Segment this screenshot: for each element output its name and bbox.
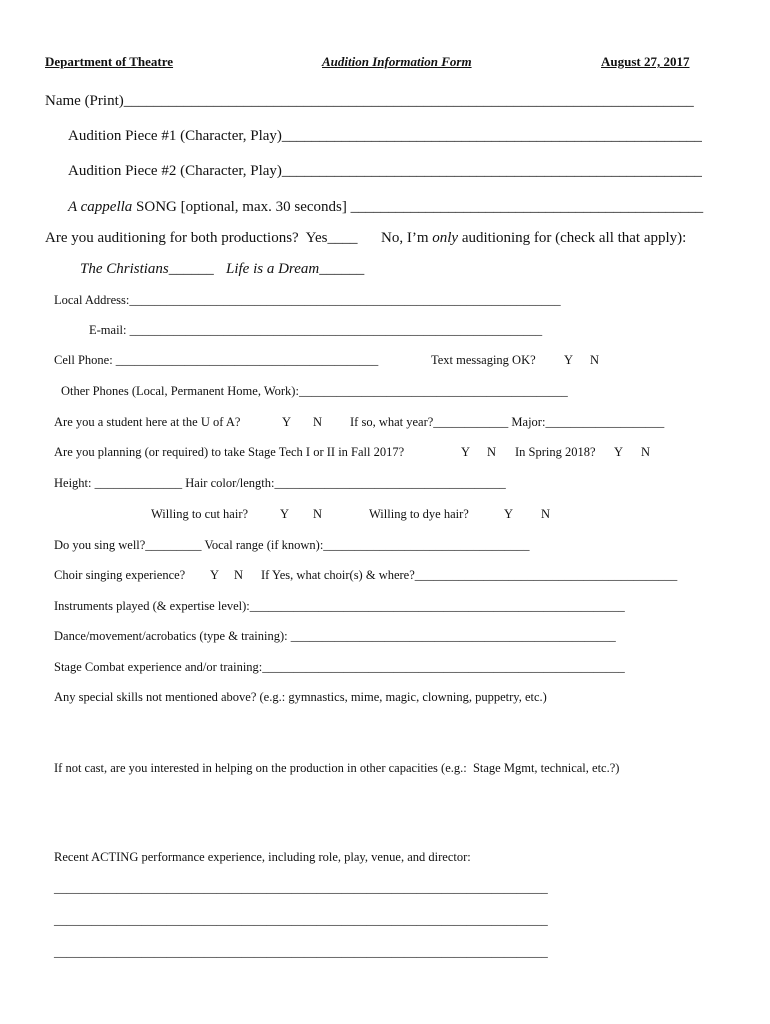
production-life-is-a-dream[interactable] xyxy=(226,262,364,277)
stage-tech-row xyxy=(0,446,770,464)
only-auditioning-label xyxy=(381,231,686,246)
stage-tech-question: Are you planning (or required) to take Stage Tech I or II in Fall 2017? xyxy=(54,445,405,459)
production-the-christians-label: The Christians xyxy=(80,261,169,277)
choir-row xyxy=(0,569,770,587)
cut-hair-yes[interactable]: Y xyxy=(280,507,290,521)
only-emphasis: only xyxy=(432,230,459,246)
acting-experience-line[interactable]: _______________________________________________________________________________ xyxy=(54,881,548,895)
production-life-is-a-dream-blank: ______ xyxy=(319,261,365,277)
stage-tech-yes[interactable]: Y xyxy=(461,445,471,459)
hair-willingness-row xyxy=(0,508,770,526)
cut-hair-no[interactable]: N xyxy=(313,507,323,521)
other-phones-field[interactable]: Other Phones (Local, Permanent Home, Work):___________________________________________ xyxy=(61,384,568,398)
song-field[interactable] xyxy=(68,200,703,215)
audition-piece-2-field[interactable]: Audition Piece #2 (Character, Play)________________________________________________________ xyxy=(68,163,702,179)
choir-yes[interactable]: Y xyxy=(210,568,220,582)
song-field-label: SONG [optional, max. 30 seconds] _______________________________________________ xyxy=(132,199,704,215)
dye-hair-yes[interactable]: Y xyxy=(504,507,514,521)
audition-piece-1-field[interactable]: Audition Piece #1 (Character, Play)________________________________________________________ xyxy=(68,128,702,144)
only-pre: No, I’m xyxy=(381,230,433,246)
student-question: Are you a student here at the U of A? xyxy=(54,415,241,429)
spring-no[interactable]: N xyxy=(641,445,651,459)
dye-hair-question: Willing to dye hair? xyxy=(369,507,469,521)
year-major-field[interactable]: If so, what year?____________ Major:___________________ xyxy=(350,415,665,429)
choir-question: Choir singing experience? xyxy=(54,568,186,582)
cut-hair-question: Willing to cut hair? xyxy=(151,507,249,521)
department-name: Department of Theatre xyxy=(45,54,174,69)
stage-combat-field[interactable]: Stage Combat experience and/or training:__________________________________________________________ xyxy=(54,660,625,674)
cell-phone-field[interactable]: Cell Phone: __________________________________________ xyxy=(54,353,379,367)
acting-experience-line[interactable]: _______________________________________________________________________________ xyxy=(54,913,548,927)
local-address-field[interactable]: Local Address:_____________________________________________________________________ xyxy=(54,293,561,307)
student-yes[interactable]: Y xyxy=(282,415,292,429)
production-the-christians[interactable] xyxy=(80,262,214,277)
dance-field[interactable]: Dance/movement/acrobatics (type & training): ____________________________________________________ xyxy=(54,629,616,643)
text-messaging-question: Text messaging OK? xyxy=(431,353,536,367)
only-post: auditioning for (check all that apply): xyxy=(458,230,687,246)
choir-where-field[interactable]: If Yes, what choir(s) & where?__________________________________________ xyxy=(261,568,678,582)
production-the-christians-blank: ______ xyxy=(168,261,214,277)
student-no[interactable]: N xyxy=(313,415,323,429)
height-hair-field[interactable]: Height: ______________ Hair color/length:_____________________________________ xyxy=(54,476,506,490)
dye-hair-no[interactable]: N xyxy=(541,507,551,521)
acting-experience-line[interactable]: _______________________________________________________________________________ xyxy=(54,945,548,959)
cell-phone-row xyxy=(0,354,770,372)
form-date: August 27, 2017 xyxy=(601,54,690,69)
text-messaging-no[interactable]: N xyxy=(590,353,600,367)
choir-no[interactable]: N xyxy=(234,568,244,582)
special-skills-question: Any special skills not mentioned above? (e.g.: gymnastics, mime, magic, clowning, puppetry, etc.) xyxy=(54,690,547,704)
form-title: Audition Information Form xyxy=(322,54,472,69)
production-life-is-a-dream-label: Life is a Dream xyxy=(226,261,320,277)
name-field[interactable]: Name (Print)____________________________________________________________________________ xyxy=(45,93,694,109)
text-messaging-yes[interactable]: Y xyxy=(564,353,574,367)
both-productions-question[interactable]: Are you auditioning for both productions? Yes____ xyxy=(45,230,358,246)
sing-range-field[interactable]: Do you sing well?_________ Vocal range (if known):_________________________________ xyxy=(54,538,530,552)
spring-question: In Spring 2018? xyxy=(515,445,596,459)
song-acappella-label: A cappella xyxy=(68,199,133,215)
if-not-cast-question: If not cast, are you interested in helping on the production in other capacities (e.g.: Stage Mgmt, technical, etc.?) xyxy=(54,761,620,775)
instruments-field[interactable]: Instruments played (& expertise level):____________________________________________________________ xyxy=(54,599,625,613)
stage-tech-no[interactable]: N xyxy=(487,445,497,459)
spring-yes[interactable]: Y xyxy=(614,445,624,459)
student-row xyxy=(0,416,770,434)
recent-acting-question: Recent ACTING performance experience, including role, play, venue, and director: xyxy=(54,850,471,864)
email-field[interactable]: E-mail: __________________________________________________________________ xyxy=(89,323,543,337)
